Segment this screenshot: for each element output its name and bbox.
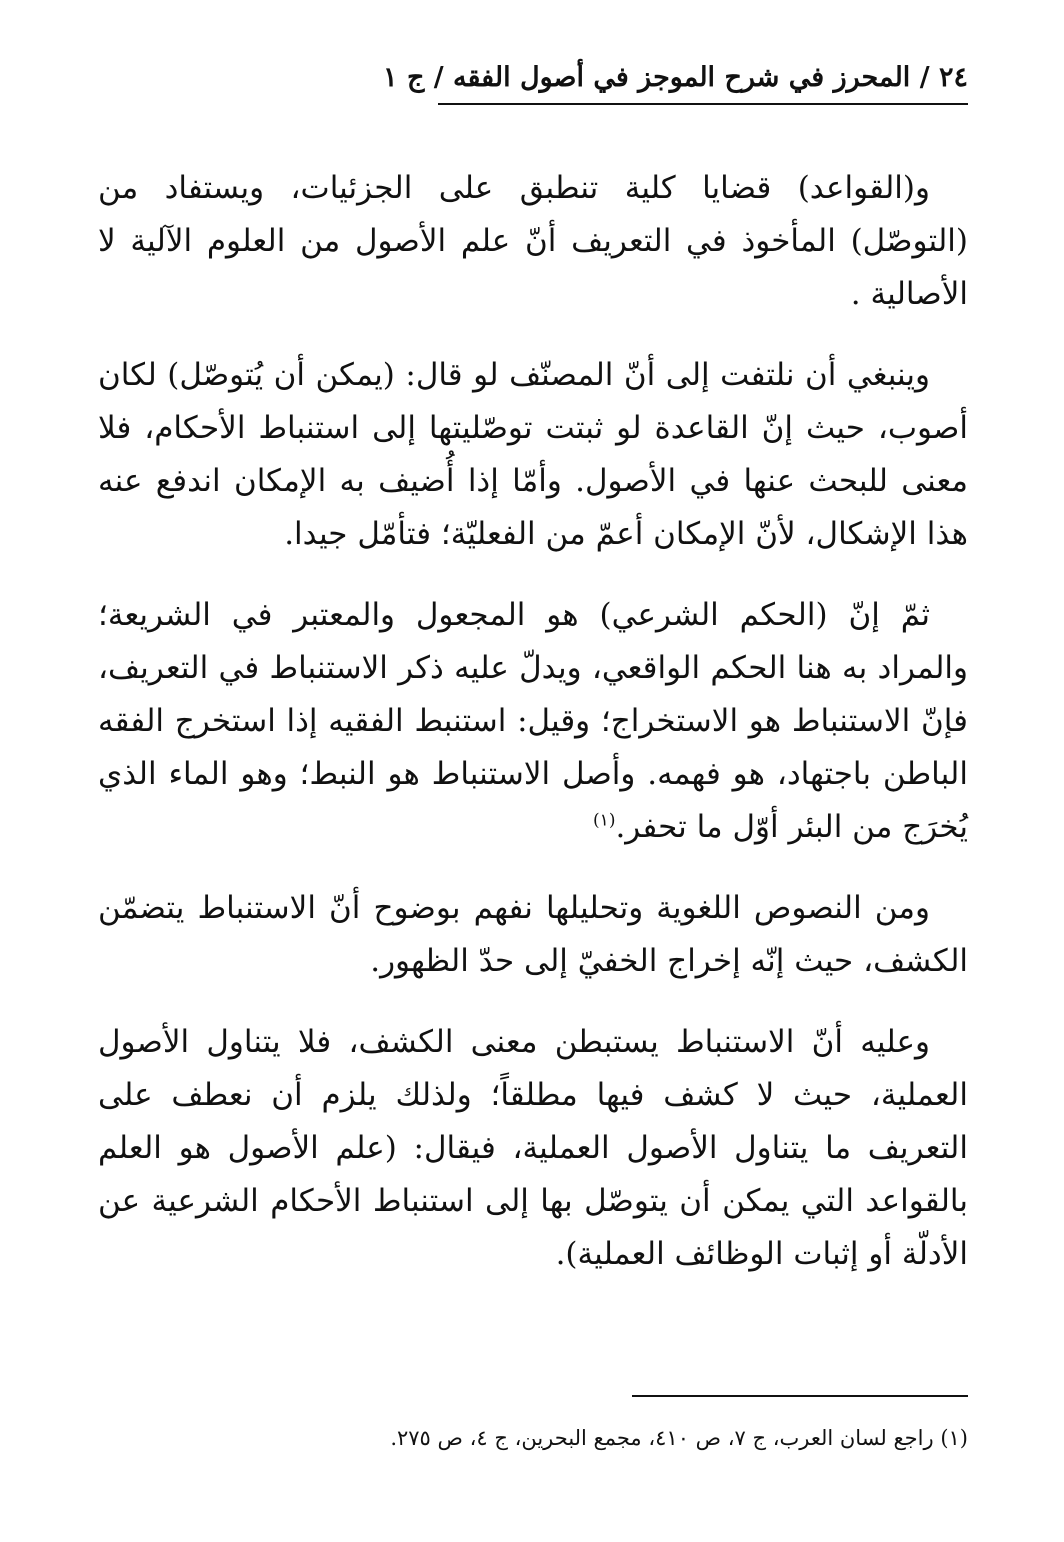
paragraph-3: [98, 589, 968, 854]
footnote-text: (١) راجع لسان العرب، ج ٧، ص ٤١٠، مجمع البحرين، ج ٤، ص ٢٧٥.: [390, 1426, 968, 1450]
paragraph-3-text: ثمّ إنّ (الحكم الشرعي) هو المجعول والمعتبر في الشريعة؛ والمراد به هنا الحكم الواقعي، ويدلّ عليه ذكر الاستنباط في التعريف، فإنّ الاستنباط هو الاستخراج؛ وقيل: استنبط الفقيه إذا استخرج الفقه الباطن باجتهاد، هو فهمه. وأصل الاستنباط هو النبط؛ وهو الماء الذي يُخرَج من البئر أوّل ما تحفر.: [98, 597, 968, 845]
footnote-rule: [632, 1395, 968, 1397]
footnote-reference[interactable]: (١): [593, 810, 616, 831]
paragraph-4: ومن النصوص اللغوية وتحليلها نفهم بوضوح أنّ الاستنباط يتضمّن الكشف، حيث إنّه إخراج الخفيّ إلى حدّ الظهور.: [98, 890, 968, 979]
paragraph-5: وعليه أنّ الاستنباط يستبطن معنى الكشف، فلا يتناول الأصول العملية، حيث لا كشف فيها مطلقاً؛ ولذلك يلزم أن نعطف على التعريف ما يتناول الأصول العملية، فيقال: (علم الأصول هو العلم بالقواعد التي يمكن أن يتوصّل بها إلى استنباط الأحكام الشرعية عن الأدلّة أو إثبات الوظائف العملية).: [98, 1024, 968, 1272]
paragraph-2: وينبغي أن نلتفت إلى أنّ المصنّف لو قال: (يمكن أن يُتوصّل) لكان أصوب، حيث إنّ القاعدة لو ثبتت توصّليتها إلى استنباط الأحكام، فلا معنى للبحث عنها في الأصول. وأمّا إذا أُضيف به الإمكان اندفع عنه هذا الإشكال، لأنّ الإمكان أعمّ من الفعليّة؛ فتأمّل جيدا.: [98, 357, 968, 552]
running-header: ٢٤ / المحرز في شرح الموجز في أصول الفقه / ج ١: [383, 62, 968, 93]
body-text: [98, 162, 968, 1309]
header-rule: [438, 103, 968, 105]
paragraph-1: و(القواعد) قضايا كلية تنطبق على الجزئيات، ويستفاد من (التوصّل) المأخوذ في التعريف أنّ علم الأصول من العلوم الآلية لا الأصالية .: [98, 170, 968, 312]
